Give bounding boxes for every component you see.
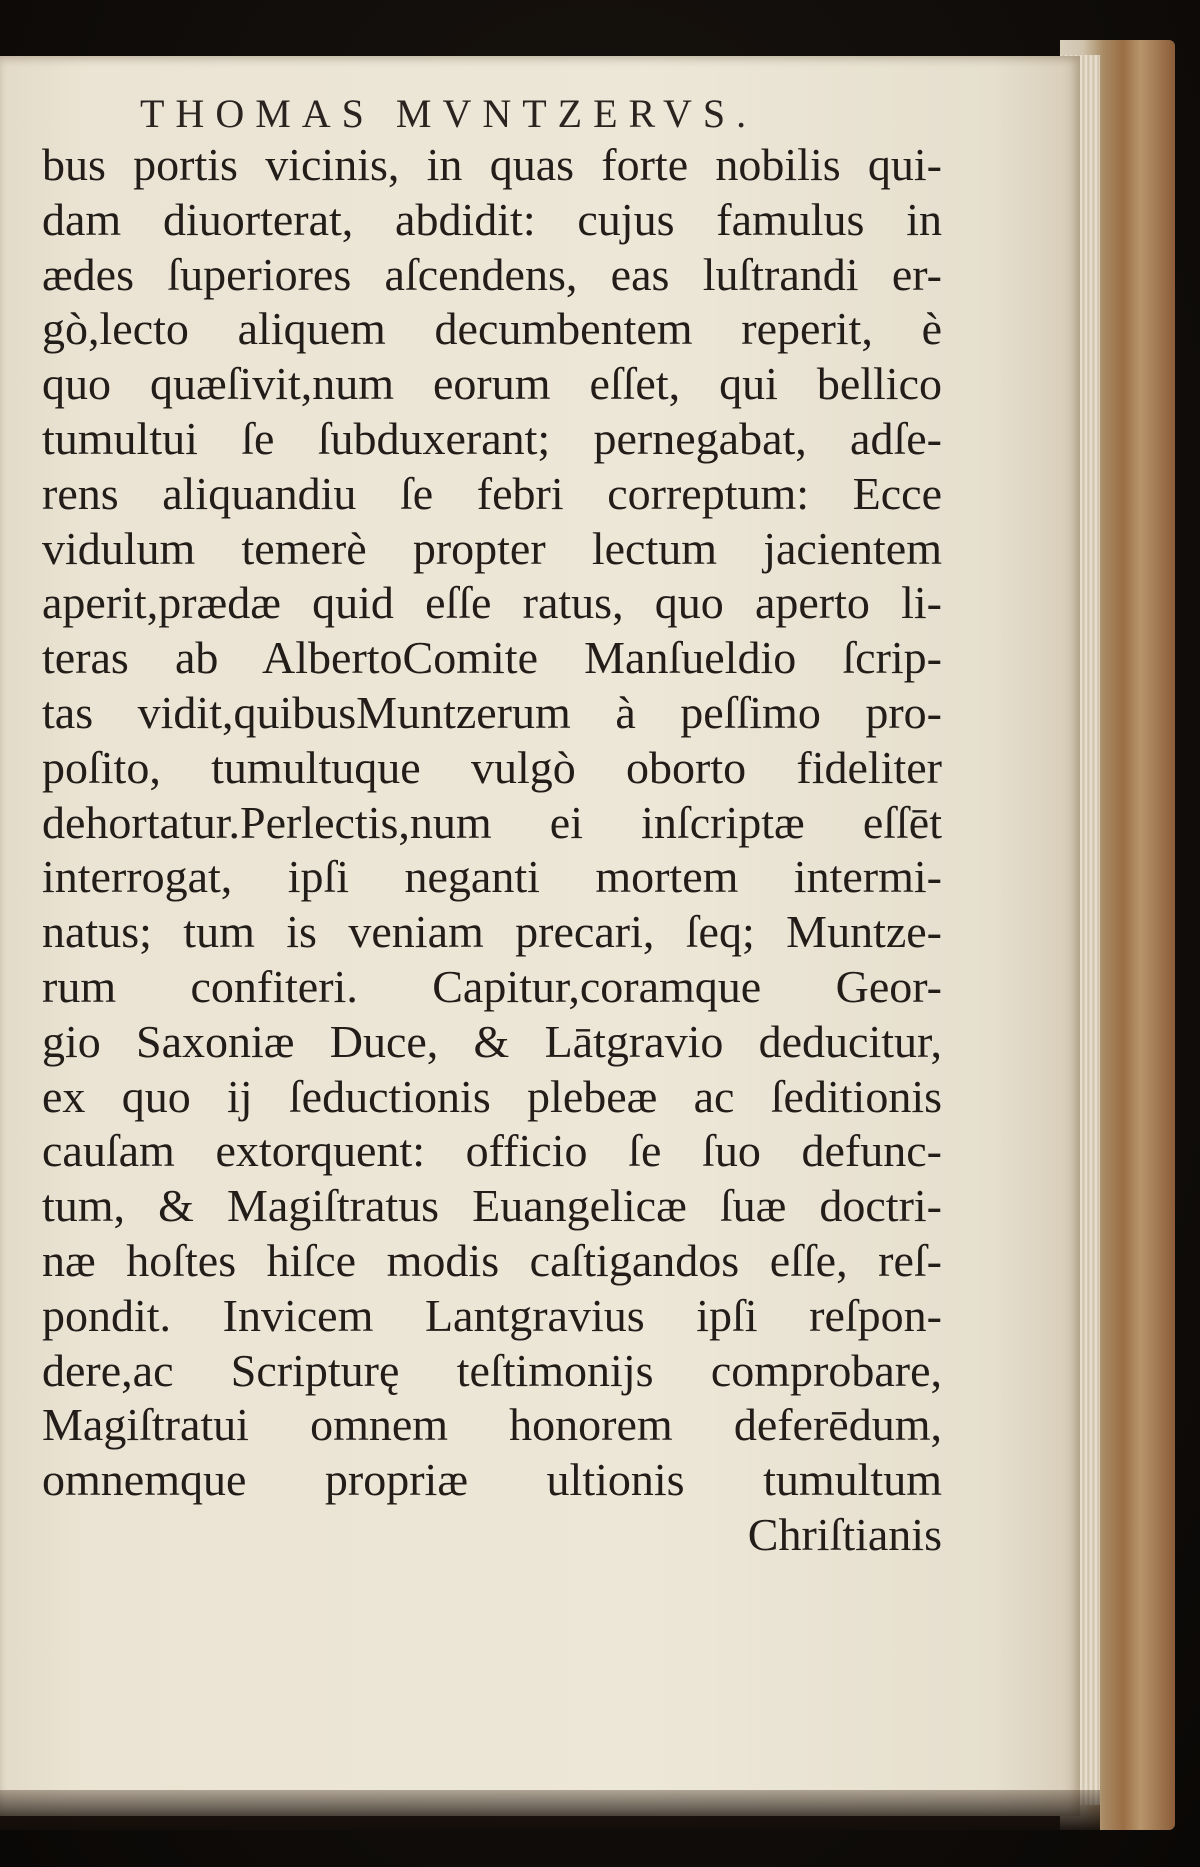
text-line: teras ab AlbertoComite Manſueldio ſcrip-: [42, 632, 942, 684]
text-line: dam diuorterat, abdidit: cujus famulus in: [42, 193, 942, 245]
text-line: dere,ac Scripturę teſtimonijs comprobare,: [42, 1344, 942, 1396]
running-head: THOMAS MVNTZERVS.: [140, 91, 758, 136]
text-line: quo quæſivit,num eorum eſſet, qui bellico: [42, 358, 942, 410]
text-line: dehortatur.Perlectis,num ei inſcriptæ eſſēt: [42, 796, 942, 848]
text-line: gò,lecto aliquem decumbentem reperit, è: [42, 303, 942, 355]
text-line: bus portis vicinis, in quas forte nobilis qui-: [42, 139, 942, 190]
text-line: natus; tum is veniam precari, ſeq; Muntze-: [42, 906, 942, 958]
text-line: ex quo ij ſeductionis plebeæ ac ſeditionis: [42, 1070, 942, 1122]
text-line: Magiſtratui omnem honorem deferēdum,: [42, 1399, 942, 1451]
text-line: aperit,prædæ quid eſſe ratus, quo aperto li-: [42, 577, 942, 629]
text-line: pondit. Invicem Lantgravius ipſi reſpon-: [42, 1289, 942, 1341]
text-line: rum confiteri. Capitur,coramque Geor-: [42, 960, 942, 1012]
page-bottom-shadow: [0, 1790, 1100, 1830]
text-line: cauſam extorquent: officio ſe ſuo defunc-: [42, 1125, 942, 1177]
text-line: poſito, tumultuque vulgò oborto fideliter: [42, 741, 942, 793]
text-line: næ hoſtes hiſce modis caſtigandos eſſe, reſ-: [42, 1234, 942, 1286]
text-line: gio Saxoniæ Duce, & Lātgravio deducitur,: [42, 1015, 942, 1067]
text-line: tumultui ſe ſubduxerant; pernegabat, adſe-: [42, 412, 942, 464]
text-line: ædes ſuperiores aſcendens, eas luſtrandi er-: [42, 248, 942, 300]
text-line: vidulum temerè propter lectum jacientem: [42, 522, 942, 574]
catchword: Chriſtianis: [747, 1508, 942, 1560]
text-line: tas vidit,quibusMuntzerum à peſſimo pro-: [42, 686, 942, 738]
text-line: rens aliquandiu ſe febri correptum: Ecce: [42, 467, 942, 519]
text-block: [42, 138, 942, 1563]
text-line: tum, & Magiſtratus Euangelicæ ſuæ doctri-: [42, 1180, 942, 1232]
text-line: interrogat, ipſi neganti mortem intermi-: [42, 851, 942, 903]
text-line: omnemque propriæ ultionis tumultum: [42, 1454, 942, 1506]
